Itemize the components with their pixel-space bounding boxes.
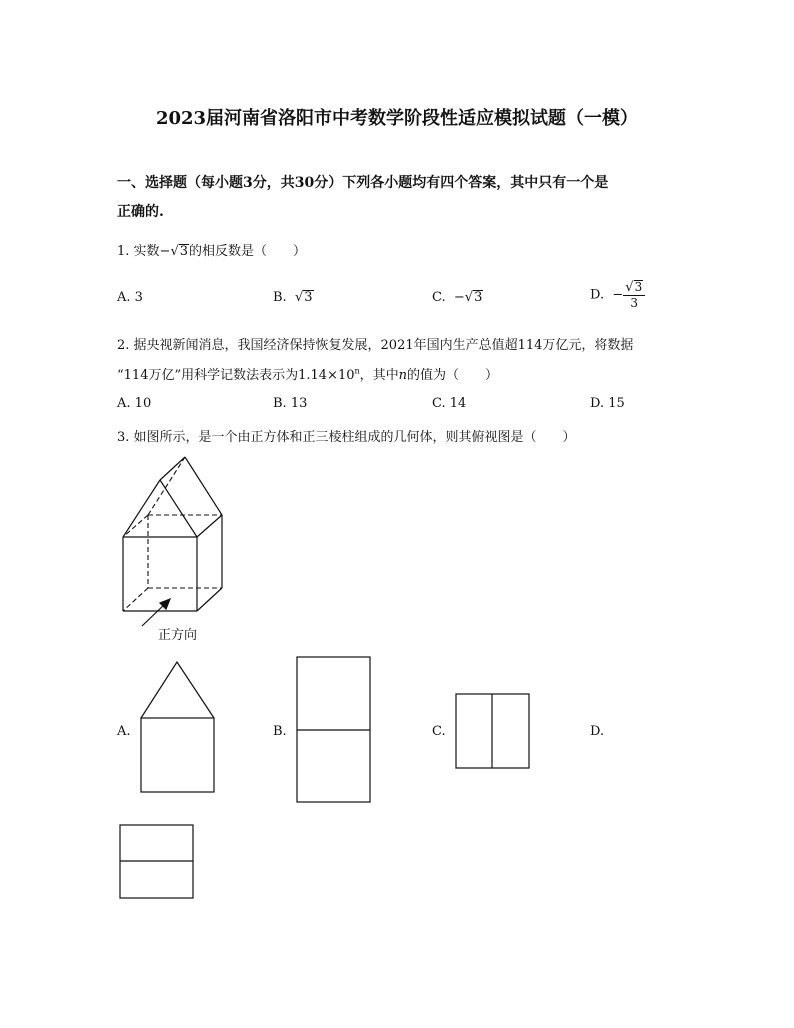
q2-option-c-label: C. (432, 396, 446, 411)
section-heading-line2: 正确的. (117, 204, 164, 220)
q1-option-d-fraction: $\frac{√3}{3}$ (623, 280, 645, 310)
q2-exponent: n (354, 366, 360, 376)
q2-option-a-label: A. (117, 396, 131, 411)
q1-option-a-label: A. (117, 290, 131, 305)
q2-option-d-text: 15 (608, 396, 625, 411)
q2-option-a-text: 10 (134, 396, 152, 411)
page-title: 2023届河南省洛阳市中考数学阶段性适应模拟试题（一模） (155, 108, 639, 129)
q1-option-a-text: 3 (134, 290, 143, 305)
q1-option-d-neg: − (612, 287, 624, 303)
q3-option-d-label[interactable]: D. (590, 724, 605, 739)
q1-option-d-denominator: 3 (630, 296, 639, 310)
q2-option-c-text: 14 (449, 396, 467, 411)
q1-option-c-neg: − (453, 290, 465, 305)
front-direction-label: 正方向 (158, 628, 198, 643)
question-2-line1: 2. 据央视新闻消息，我国经济保持恢复发展，2021年国内生产总值超114万亿元，将数据 (117, 338, 634, 353)
q2-sci-notation: 1.14×10 (298, 368, 355, 383)
question-3: 3. 如图所示，是一个由正方体和正三棱柱组成的几何体，则其俯视图是（ ） (117, 430, 576, 445)
q2-option-d-label: D. (590, 396, 605, 411)
q2-text-a: “114万亿”用科学记数法表示为 (117, 368, 299, 383)
q1-prefix: 1. 实数 (117, 244, 160, 259)
q2-text-b: ，其中 (359, 368, 399, 383)
q1-option-c-radicand: 3 (474, 290, 483, 305)
q1-option-b[interactable]: B. √3 (273, 290, 313, 305)
q3-option-b-label[interactable]: B. (273, 724, 287, 739)
q1-neg: − (159, 244, 171, 259)
q2-option-b-text: 13 (290, 396, 308, 411)
q1-option-b-radicand: 3 (304, 290, 313, 305)
q1-option-d-label: D. (590, 287, 605, 303)
q1-option-d-radicand: 3 (634, 280, 643, 294)
q3-option-c-label[interactable]: C. (432, 724, 446, 739)
question-1: 1. 实数−√3的相反数是（ ） (117, 244, 307, 259)
q1-option-c[interactable]: C. −√3 (432, 290, 483, 305)
q1-radicand: 3 (179, 244, 189, 259)
section-heading-line1: 一、选择题（每小题3分，共30分）下列各小题均有四个答案，其中只有一个是 (117, 175, 609, 191)
q2-variable: n (398, 368, 408, 383)
q1-option-b-label: B. (273, 290, 287, 305)
q2-text-c: 的值为（ ） (407, 368, 499, 383)
q1-option-c-label: C. (432, 290, 446, 305)
q1-suffix: 的相反数是（ ） (189, 244, 307, 259)
q3-option-a-label[interactable]: A. (117, 724, 131, 739)
q2-option-b-label: B. (273, 396, 287, 411)
